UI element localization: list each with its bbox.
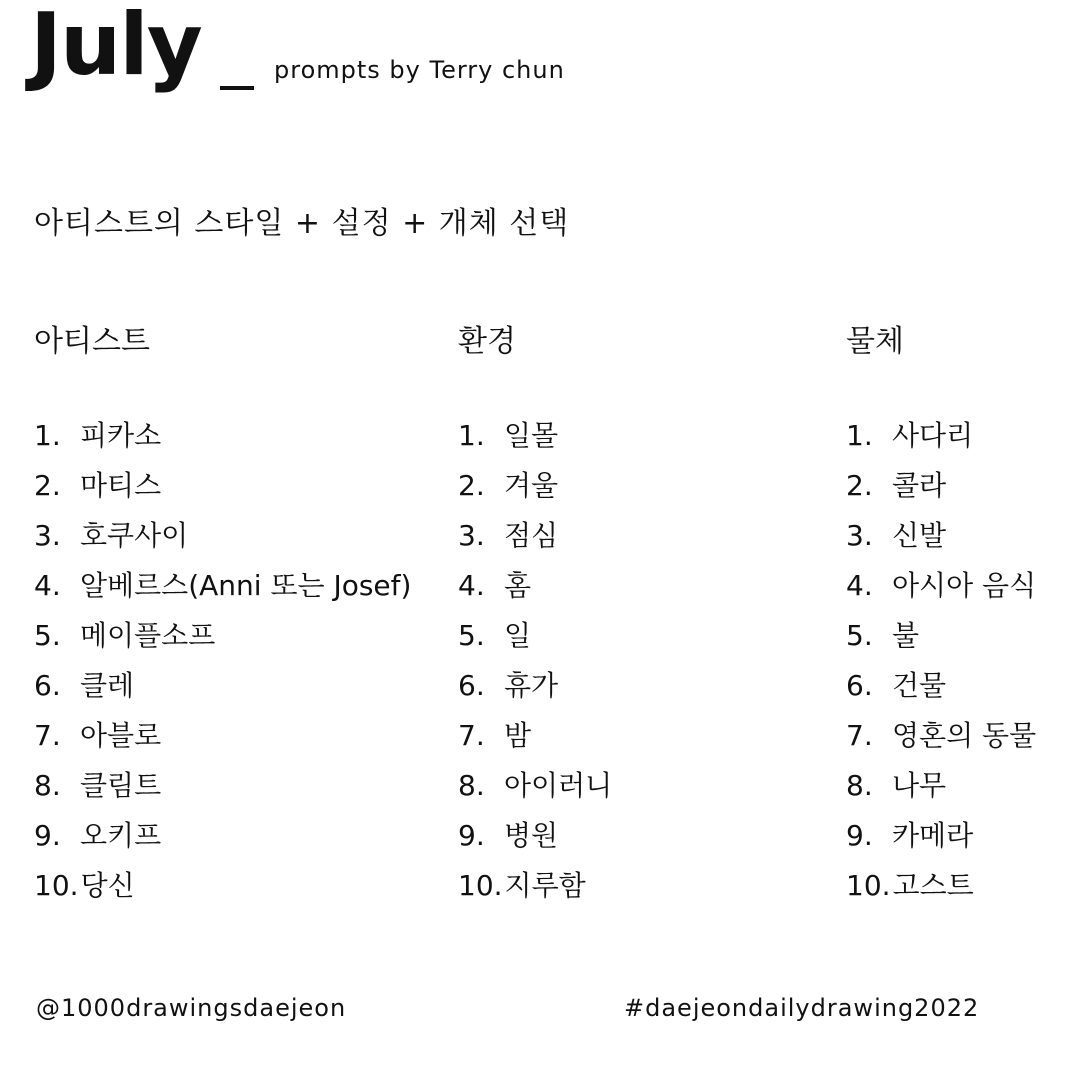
item-text: 당신 (80, 869, 135, 902)
item-number: 10. (34, 869, 79, 902)
item-text: 아이러니 (504, 769, 613, 802)
list-item (458, 466, 612, 516)
item-text: 오키프 (80, 819, 162, 852)
list-item (846, 866, 1036, 916)
item-number: 4. (846, 569, 873, 602)
item-number: 3. (34, 519, 61, 552)
page-title: July (30, 0, 201, 95)
item-text: 클레 (80, 669, 135, 702)
item-text: 콜라 (892, 469, 947, 502)
item-number: 2. (846, 469, 873, 502)
item-number: 1. (458, 419, 485, 452)
list-item (846, 516, 1036, 566)
list-item (34, 566, 411, 616)
item-number: 3. (846, 519, 873, 552)
item-text: 병원 (504, 819, 559, 852)
item-number: 6. (846, 669, 873, 702)
item-number: 3. (458, 519, 485, 552)
item-text: 일몰 (504, 419, 559, 452)
item-number: 7. (34, 719, 61, 752)
item-text: 휴가 (504, 669, 559, 702)
list-item (846, 716, 1036, 766)
item-number: 6. (458, 669, 485, 702)
list-item (458, 866, 612, 916)
item-text: 점심 (504, 519, 559, 552)
list-item (34, 816, 411, 866)
item-text: 호쿠사이 (80, 519, 189, 552)
list-item (34, 416, 411, 466)
column-header-object: 물체 (846, 324, 904, 359)
item-text: 겨울 (504, 469, 559, 502)
item-number: 2. (458, 469, 485, 502)
list-item (458, 566, 612, 616)
hashtag: #daejeondailydrawing2022 (624, 994, 980, 1022)
item-number: 2. (34, 469, 61, 502)
item-text: 고스트 (892, 869, 974, 902)
item-text: 영혼의 동물 (892, 719, 1037, 752)
instruction-text: 아티스트의 스타일 + 설정 + 개체 선택 (34, 206, 570, 241)
item-number: 6. (34, 669, 61, 702)
item-number: 10. (458, 869, 503, 902)
item-text: 불 (892, 619, 920, 652)
item-text: 일 (504, 619, 532, 652)
list-item (34, 516, 411, 566)
item-number: 5. (458, 619, 485, 652)
item-text: 밤 (504, 719, 532, 752)
item-number: 8. (846, 769, 873, 802)
item-number: 4. (458, 569, 485, 602)
item-text: 사다리 (892, 419, 974, 452)
item-number: 9. (34, 819, 61, 852)
list-item (34, 716, 411, 766)
list-item (846, 616, 1036, 666)
item-number: 9. (846, 819, 873, 852)
list-item (846, 416, 1036, 466)
item-text: 아시아 음식 (892, 569, 1037, 602)
item-text: 아블로 (80, 719, 162, 752)
list-item (458, 816, 612, 866)
list-item (458, 516, 612, 566)
item-text: 건물 (892, 669, 947, 702)
item-number: 8. (458, 769, 485, 802)
environment-list (458, 416, 612, 916)
item-number: 1. (34, 419, 61, 452)
item-text: 피카소 (80, 419, 162, 452)
item-number: 7. (458, 719, 485, 752)
column-header-environment: 환경 (458, 324, 516, 359)
column-header-artist: 아티스트 (34, 324, 150, 359)
item-number: 5. (34, 619, 61, 652)
item-text: 마티스 (80, 469, 162, 502)
list-item (458, 416, 612, 466)
item-number: 9. (458, 819, 485, 852)
artist-list (34, 416, 411, 916)
item-text: 카메라 (892, 819, 974, 852)
list-item (846, 566, 1036, 616)
list-item (458, 666, 612, 716)
list-item (846, 816, 1036, 866)
item-text: 신발 (892, 519, 947, 552)
list-item (34, 866, 411, 916)
list-item (458, 766, 612, 816)
list-item (846, 766, 1036, 816)
list-item (846, 666, 1036, 716)
object-list (846, 416, 1036, 916)
list-item (34, 466, 411, 516)
list-item (34, 616, 411, 666)
item-number: 5. (846, 619, 873, 652)
item-number: 8. (34, 769, 61, 802)
item-number: 7. (846, 719, 873, 752)
item-text: 나무 (892, 769, 947, 802)
item-text: 메이플소프 (80, 619, 216, 652)
item-text: 클림트 (80, 769, 162, 802)
list-item (34, 666, 411, 716)
list-item (458, 716, 612, 766)
list-item (34, 766, 411, 816)
byline: prompts by Terry chun (274, 56, 565, 84)
item-number: 4. (34, 569, 61, 602)
instagram-handle: @1000drawingsdaejeon (36, 994, 347, 1022)
item-number: 1. (846, 419, 873, 452)
item-number: 10. (846, 869, 891, 902)
title-separator (220, 86, 254, 90)
item-text: 홈 (504, 569, 532, 602)
list-item (846, 466, 1036, 516)
item-text: 알베르스(Anni 또는 Josef) (80, 569, 412, 602)
list-item (458, 616, 612, 666)
item-text: 지루함 (504, 869, 586, 902)
